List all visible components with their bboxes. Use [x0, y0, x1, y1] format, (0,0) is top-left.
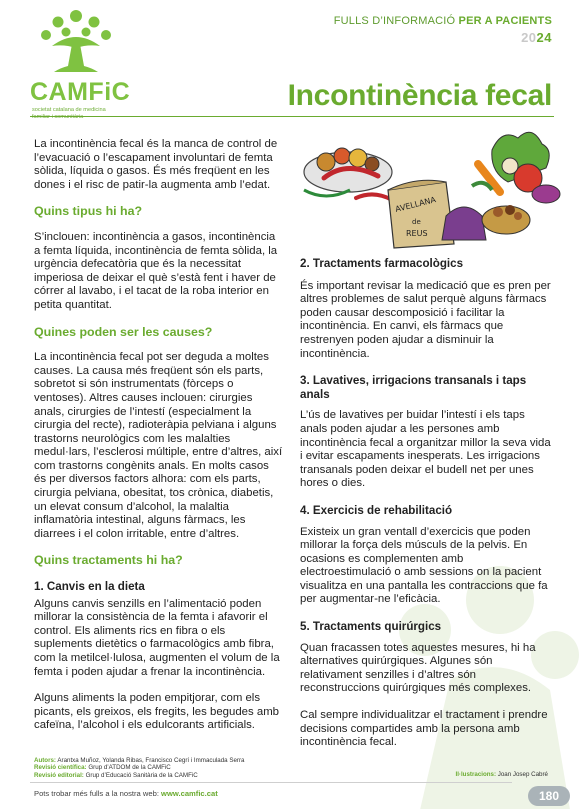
rehab-heading: 4. Exercicis de rehabilitació: [300, 503, 453, 517]
causes-paragraph: La incontinència fecal pot ser deguda a moltes causes. La causa més freqüent són els parts, sobretot si són instrumentats (fòrceps o ventoses). Altres causes inclouen: cirurgies anals, cirurgies de l’intestí (especialment la cirurgia del recte), radioteràpia pelviana i alguns trastorns neurològics com les malalties medul·lars, l’esclerosi múltiple, entre d’altres, així com trastorns congènits anals. En molts casos és per diversos factors alhora: com els parts, cirurgia pelviana, obesitat, tos crònica, diabetis, un elevat consum d’alcohol, la malaltia inflamatòria intestinal, alguns fàrmacs, les diarrees i el colon irritable, entre d’altres.: [34, 351, 283, 540]
pharma-heading: 2. Tractaments farmacològics: [300, 257, 464, 270]
page-title: Incontinència fecal: [287, 79, 552, 112]
surgery-heading: 5. Tractaments quirúrgics: [300, 620, 442, 634]
types-heading: Quins tipus hi ha?: [34, 204, 143, 219]
diet-paragraph-1: Alguns canvis senzills en l’alimentació poden millorar la consistència de la femta i afavorir el control. Els aliments rics en fibra o els suplements dietètics o farmacològics amb fibra, com la metilcel·lulosa, augmenten el volum de la femta i poden ajudar a frenar la incontinència.: [34, 597, 280, 678]
title-divider: [30, 116, 554, 117]
surgery-paragraph: Quan fracassen totes aquestes mesures, hi ha alternatives quirúrgiques. Algunes són relativament senzilles i d’altres són reconstruccions quirúrgiques més complexes.: [300, 641, 536, 695]
website-line: Pots trobar més fulls a la nostra web: www.camfic.cat: [34, 789, 218, 798]
treatments-heading: Quins tractaments hi ha?: [34, 553, 183, 568]
intro-paragraph: La incontinència fecal és la manca de control de l’evacuació o l’escapament involuntari de femta sòlida, líquida o gasos. És més freqüent en les dones i el risc de patir-la augmenta amb l’edat.: [34, 138, 278, 191]
spicy-food-plate-icon: [304, 148, 392, 200]
pharma-paragraph: És important revisar la medicació que es pren per altres problemes de salut perquè alguns fàrmacs poden causar descomposició i facilitar la incontinència. En canvi, els fàrmacs que restrenyen poden ajudar a disminuir la incontinència.: [300, 279, 551, 360]
website-link[interactable]: www.camfic.cat: [161, 789, 218, 798]
series-label: FULLS D’INFORMACIÓ PER A PACIENTS: [333, 15, 552, 27]
enema-paragraph: L’ús de lavatives per buidar l’intestí i els taps anals poden ajudar a les persones amb incontinència fecal a organitzar millor la seva vida i evitar escapaments inesperats. Les irrigacions transanals poden deixar el budell net per unes hores o dies.: [300, 409, 551, 490]
closing-paragraph: Cal sempre individualitzar el tractament i prendre decisions compartides amb la persona amb incontinència fecal.: [300, 709, 548, 749]
food-illustration: [296, 120, 561, 250]
logo-subtitle: societat catalana de medicina familiar i comunitària: [32, 107, 106, 120]
bag-label-2: de: [412, 218, 421, 226]
right-column: [300, 257, 552, 763]
rehab-paragraph: Existeix un gran ventall d’exercicis que poden millorar la força dels músculs de la pelvis. En ocasions es complementen amb electroestimulació o amb sessions on la pacient visualitza en una pantalla les contraccions que fa per augmentar-ne l’eficàcia.: [300, 525, 548, 606]
logo-name: CAMFiC: [30, 78, 131, 106]
tree-icon: [36, 8, 116, 76]
types-paragraph: S’inclouen: incontinència a gasos, incontinència a femta líquida, incontinència de femta sòlida, la urgència defecatòria que és la necessitat imperiosa de deixar el què s’està fent i haver de córrer al lavabo, i el tacat de la roba interior en petita quantitat.: [34, 230, 278, 311]
left-column: [34, 138, 284, 746]
diet-heading: 1. Canvis en la dieta: [34, 580, 145, 594]
bag-label-1: AVELLANA: [394, 195, 437, 214]
basket-icon: [442, 205, 530, 240]
illustrations-credit: Il·lustracions: Joan Josep Cabré: [455, 771, 548, 778]
footer-divider: [30, 782, 512, 783]
sheet-number-badge: 180: [528, 786, 570, 806]
credits-block: Autors: Arantxa Muñoz, Yolanda Ribas, Francisco Cegrí i Immaculada Serra Revisió científica: Grup d’ATDOM de la CAMFiC Revisió editorial: Grup d’Educació Sanitària de la CAMFiC: [34, 757, 245, 779]
bag-label-3: REUS: [406, 229, 428, 238]
diet-paragraph-2: Alguns aliments la poden empitjorar, com els picants, els greixos, els fregits, les begudes amb cafeïna, l’alcohol i els edulcorants artificials.: [34, 692, 280, 732]
causes-heading: Quines poden ser les causes?: [34, 324, 213, 339]
enema-heading: 3. Lavatives, irrigacions transanals i taps anals: [300, 374, 527, 401]
vegetables-icon: [472, 132, 560, 203]
year-label: 2024: [521, 30, 552, 45]
